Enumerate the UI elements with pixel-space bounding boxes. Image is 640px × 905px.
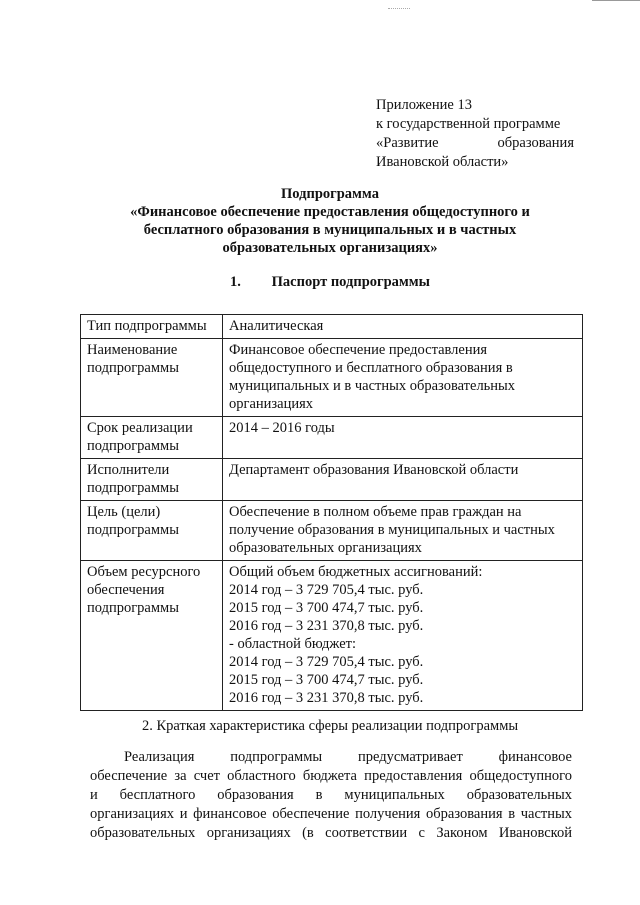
paragraph-line: образовательных организациях (в соответствии с Законом Ивановской — [90, 825, 572, 841]
label-line: подпрограммы — [87, 522, 179, 538]
value-line: - областной бюджет: — [229, 636, 357, 652]
scan-edge-line — [592, 0, 640, 9]
value-line: 2016 год – 3 231 370,8 тыс. руб. — [229, 690, 424, 706]
passport-label-cell — [81, 417, 223, 459]
value-line: Аналитическая — [229, 318, 324, 334]
appendix-region: Ивановской области» — [376, 154, 509, 170]
passport-label-cell — [81, 561, 223, 711]
subprogram-title — [90, 185, 570, 257]
label-line: обеспечения — [87, 582, 165, 598]
table-row — [81, 459, 583, 501]
passport-value-cell — [223, 561, 583, 711]
value-line: общедоступного и бесплатного образования в — [229, 360, 513, 376]
title-line-1: Подпрограмма — [281, 186, 379, 202]
value-line: 2014 год – 3 729 705,4 тыс. руб. — [229, 582, 424, 598]
label-line: Исполнители — [87, 462, 170, 478]
title-line-3: бесплатного образования в муниципальных и в частных — [143, 222, 517, 238]
section-1-title: Паспорт подпрограммы — [271, 274, 430, 290]
table-row — [81, 561, 583, 711]
label-line: подпрограммы — [87, 480, 179, 496]
label-line: подпрограммы — [87, 360, 179, 376]
value-line: Общий объем бюджетных ассигнований: — [229, 564, 483, 580]
passport-label-cell — [81, 501, 223, 561]
value-line: организациях — [229, 396, 314, 412]
value-line: получение образования в муниципальных и частных — [229, 522, 555, 538]
passport-label-cell — [81, 315, 223, 339]
paragraph-line: Реализация подпрограммы предусматривает финансовое — [124, 749, 572, 765]
value-line: 2016 год – 3 231 370,8 тыс. руб. — [229, 618, 424, 634]
appendix-program-name: «Развитие образования — [376, 135, 574, 151]
table-row — [81, 315, 583, 339]
value-line: Обеспечение в полном объеме прав граждан на — [229, 504, 522, 520]
passport-value-cell — [223, 501, 583, 561]
value-line: Финансовое обеспечение предоставления — [229, 342, 488, 358]
label-line: подпрограммы — [87, 438, 179, 454]
passport-value-cell — [223, 339, 583, 417]
value-line: Департамент образования Ивановской области — [229, 462, 519, 478]
description-paragraph — [90, 748, 572, 843]
value-line: образовательных организациях — [229, 540, 422, 556]
value-line: 2014 – 2016 годы — [229, 420, 335, 436]
passport-label-cell — [81, 339, 223, 417]
label-line: подпрограммы — [87, 600, 179, 616]
section-1-heading — [230, 274, 430, 291]
appendix-program-line: к государственной программе — [376, 116, 561, 132]
title-line-2: «Финансовое обеспечение предоставления общедоступного и — [130, 204, 530, 220]
section-2-heading: 2. Краткая характеристика сферы реализации подпрограммы — [142, 718, 519, 734]
value-line: 2014 год – 3 729 705,4 тыс. руб. — [229, 654, 424, 670]
label-line: Цель (цели) — [87, 504, 161, 520]
appendix-header — [376, 96, 574, 172]
paragraph-line: и бесплатного образования в муниципальных образовательных — [90, 787, 572, 803]
paragraph-line: организациях и финансовое обеспечение получения образования в частных — [90, 806, 572, 822]
passport-label-cell — [81, 459, 223, 501]
section-1-number: 1. — [230, 274, 241, 290]
label-line: Наименование — [87, 342, 178, 358]
table-row — [81, 417, 583, 459]
label-line: Объем ресурсного — [87, 564, 201, 580]
table-row — [81, 501, 583, 561]
passport-value-cell — [223, 459, 583, 501]
paragraph-line: обеспечение за счет областного бюджета предоставления общедоступного — [90, 768, 572, 784]
value-line: 2015 год – 3 700 474,7 тыс. руб. — [229, 600, 424, 616]
title-line-4: образовательных организациях» — [222, 240, 438, 256]
label-line: Срок реализации — [87, 420, 193, 436]
passport-value-cell — [223, 315, 583, 339]
passport-value-cell — [223, 417, 583, 459]
scan-mark — [388, 2, 410, 9]
label-line: Тип подпрограммы — [87, 318, 207, 334]
appendix-number: Приложение 13 — [376, 97, 472, 113]
value-line: муниципальных и в частных образовательных — [229, 378, 516, 394]
table-row — [81, 339, 583, 417]
value-line: 2015 год – 3 700 474,7 тыс. руб. — [229, 672, 424, 688]
passport-table — [80, 314, 583, 711]
